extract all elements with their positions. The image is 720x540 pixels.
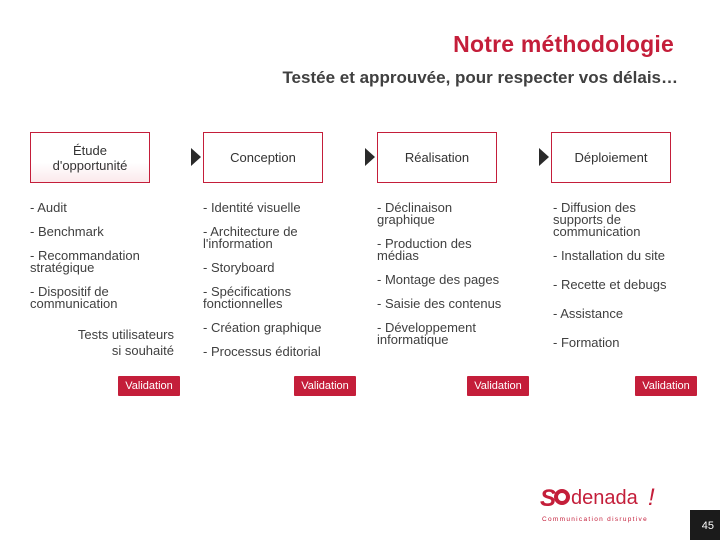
- list-item: - Assistance: [553, 306, 624, 321]
- list-item: - Développement informatique: [377, 320, 476, 347]
- denada-logo-icon: [540, 482, 670, 526]
- arrow-right-icon: [365, 148, 375, 166]
- list-item: - Montage des pages: [377, 272, 500, 287]
- list-item: - Architecture de l'information: [203, 224, 298, 251]
- page-number: 45: [701, 520, 714, 532]
- list-item: - Recette et debugs: [553, 277, 667, 292]
- list-item: - Production des médias: [377, 236, 472, 263]
- heading-realisation: [377, 132, 497, 183]
- list-item: - Storyboard: [203, 260, 275, 275]
- list-item: - Installation du site: [553, 248, 666, 263]
- list-item: - Dispositif de communication: [30, 284, 118, 311]
- heading-realisation-label: Réalisation: [404, 150, 470, 165]
- tests-note: Tests utilisateurs si souhaité: [77, 327, 174, 358]
- heading-deploiement: [551, 132, 671, 183]
- svg-text:S: S: [540, 485, 557, 512]
- validation-badge: Validation: [467, 376, 529, 396]
- list-item: - Identité visuelle: [203, 200, 301, 215]
- list-item: - Spécifications fonctionnelles: [203, 284, 292, 311]
- list-item: - Processus éditorial: [203, 344, 321, 359]
- arrow-right-icon: [539, 148, 549, 166]
- list-item: - Déclinaison graphique: [377, 200, 453, 227]
- list-item: - Formation: [553, 335, 620, 350]
- svg-text:denada: denada: [571, 487, 638, 509]
- validation-badge: Validation: [635, 376, 697, 396]
- heading-conception: [203, 132, 323, 183]
- validation-badge: Validation: [118, 376, 180, 396]
- list-item: - Création graphique: [203, 320, 322, 335]
- denada-logo: [540, 482, 670, 526]
- heading-deploiement-label: Déploiement: [574, 150, 648, 165]
- svg-text:Communication disruptive: Communication disruptive: [542, 516, 648, 523]
- arrow-right-icon: [191, 148, 201, 166]
- validation-badge: Validation: [294, 376, 356, 396]
- list-item: - Recommandation stratégique: [30, 248, 140, 275]
- heading-etude: [30, 132, 150, 183]
- svg-text:!: !: [648, 484, 655, 511]
- list-item: - Diffusion des supports de communication: [553, 200, 641, 239]
- page-title: Notre méthodologie: [453, 31, 674, 57]
- list-item: - Saisie des contenus: [377, 296, 502, 311]
- list-item: - Audit: [30, 200, 67, 215]
- page-subtitle: Testée et approuvée, pour respecter vos délais…: [282, 68, 678, 87]
- list-item: - Benchmark: [30, 224, 104, 239]
- heading-conception-label: Conception: [230, 150, 296, 165]
- heading-etude-label: Étude d'opportunité: [52, 142, 128, 173]
